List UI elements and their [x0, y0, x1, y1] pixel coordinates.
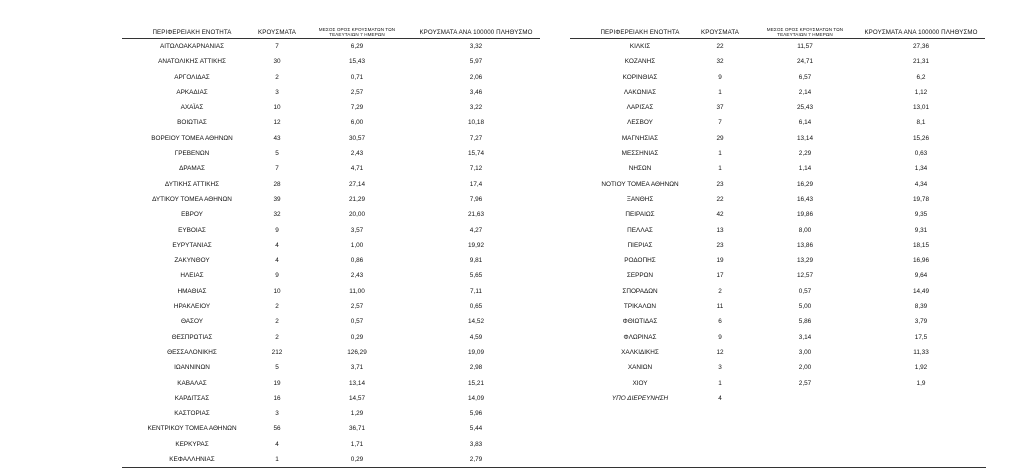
per100k-cell: 13,01: [913, 104, 929, 112]
per100k-cell: 5,96: [469, 410, 483, 418]
per100k-cell: 9,31: [914, 226, 928, 234]
region-cell: ΧΑΛΚΙΔΙΚΗΣ: [621, 348, 659, 356]
cases-cell: 6: [718, 318, 722, 326]
region-cell: ΝΗΣΩΝ: [628, 165, 652, 173]
cases-cell: 2: [275, 318, 279, 326]
avg7-cell: 21,29: [349, 195, 365, 203]
left-table-header: [122, 22, 540, 39]
table-row: [122, 85, 540, 100]
cases-cell: 4: [718, 394, 722, 402]
cases-cell: 30: [273, 58, 281, 66]
per100k-cell: 3,32: [469, 43, 483, 50]
avg7-cell: 1,00: [350, 241, 364, 249]
avg7-cell: 15,43: [349, 58, 365, 66]
header-avg7: [307, 27, 407, 37]
avg7-cell: 8,00: [798, 226, 812, 234]
region-cell: ΜΕΣΣΗΝΙΑΣ: [621, 150, 659, 158]
region-cell: ΑΙΤΩΛΟΑΚΑΡΝΑΝΙΑΣ: [159, 43, 225, 50]
per100k-cell: 11,33: [913, 348, 929, 356]
region-cell: ΦΛΩΡΙΝΑΣ: [623, 333, 657, 341]
avg7-cell: 6,57: [798, 73, 812, 81]
table-row: [122, 192, 540, 207]
cases-cell: 9: [275, 272, 279, 280]
per100k-cell: 2,98: [469, 364, 483, 372]
per100k-cell: 9,81: [469, 257, 483, 265]
cases-cell: 7: [275, 165, 279, 173]
table-row: [570, 177, 985, 192]
avg7-cell: 2,57: [350, 303, 364, 311]
region-cell: ΣΕΡΡΩΝ: [626, 272, 654, 280]
region-cell: ΖΑΚΥΝΘΟΥ: [174, 257, 210, 265]
cases-cell: 7: [718, 119, 722, 127]
region-cell: ΔΥΤΙΚΗΣ ΑΤΤΙΚΗΣ: [164, 180, 220, 188]
per100k-cell: 10,18: [468, 119, 484, 127]
avg7-cell: 13,14: [349, 379, 365, 387]
table-row: [122, 284, 540, 299]
table-row: [122, 146, 540, 161]
avg7-cell: 16,29: [797, 180, 813, 188]
table-row: [122, 100, 540, 115]
header-per100k: ΚΡΟΥΣΜΑΤΑ ΑΝΑ 100000 ΠΛΗΘΥΣΜΟ: [419, 29, 533, 37]
table-row: [570, 299, 985, 314]
region-cell: ΘΑΣΟΥ: [180, 318, 204, 326]
per100k-cell: 27,36: [913, 43, 929, 50]
table-row: [570, 253, 985, 268]
per100k-cell: 7,11: [470, 287, 482, 295]
table-row: [570, 238, 985, 253]
per100k-cell: 9,35: [914, 211, 928, 219]
table-row: [570, 376, 985, 391]
avg7-cell: 3,14: [798, 333, 812, 341]
avg7-cell: 1,29: [350, 410, 364, 418]
table-row: [122, 70, 540, 85]
header-region: ΠΕΡΙΦΕΡΕΙΑΚΗ ΕΝΟΤΗΤΑ: [600, 29, 680, 37]
region-cell: ΑΧΑΪΑΣ: [180, 104, 204, 112]
cases-cell: 39: [273, 195, 281, 203]
region-cell: ΤΡΙΚΑΛΩΝ: [623, 303, 657, 311]
avg7-cell: 0,71: [350, 73, 364, 81]
region-cell: ΜΑΓΝΗΣΙΑΣ: [621, 134, 659, 142]
table-row: [570, 268, 985, 283]
per100k-cell: 1,9: [916, 379, 926, 387]
avg7-cell: 19,86: [797, 211, 813, 219]
cases-cell: 5: [275, 364, 279, 372]
avg7-cell: 36,71: [349, 425, 365, 433]
cases-cell: 4: [275, 241, 279, 249]
region-cell: ΚΟΡΙΝΘΙΑΣ: [622, 73, 658, 81]
region-cell: ΚΙΛΚΙΣ: [629, 43, 651, 50]
region-cell: ΚΑΒΑΛΑΣ: [177, 379, 207, 387]
avg7-cell: 2,14: [798, 88, 812, 96]
region-cell: ΒΟΙΩΤΙΑΣ: [177, 119, 207, 127]
table-row: [122, 421, 540, 436]
table-row: [122, 345, 540, 360]
avg7-cell: 2,43: [350, 272, 364, 280]
avg7-cell: 13,29: [797, 257, 813, 265]
region-cell: ΑΝΑΤΟΛΙΚΗΣ ΑΤΤΙΚΗΣ: [158, 58, 226, 66]
region-cell: ΠΕΛΛΑΣ: [627, 226, 653, 234]
region-cell: ΧΑΝΙΩΝ: [627, 364, 653, 372]
cases-cell: 10: [273, 287, 281, 295]
cases-cell: 23: [716, 180, 724, 188]
region-cell: ΚΑΣΤΟΡΙΑΣ: [174, 410, 210, 418]
table-row: [122, 177, 540, 192]
avg7-cell: 7,29: [350, 104, 364, 112]
per100k-cell: 4,34: [914, 180, 928, 188]
avg7-cell: 2,43: [350, 150, 364, 158]
per100k-cell: 7,12: [469, 165, 483, 173]
per100k-cell: 14,49: [913, 287, 929, 295]
table-row: [122, 253, 540, 268]
table-row: [122, 299, 540, 314]
cases-cell: 13: [716, 226, 724, 234]
region-cell: ΦΘΙΩΤΙΔΑΣ: [622, 318, 658, 326]
per100k-cell: 19,09: [468, 348, 484, 356]
per100k-cell: 18,15: [913, 241, 929, 249]
cases-cell: 23: [716, 241, 724, 249]
cases-cell: 17: [716, 272, 724, 280]
per100k-cell: 5,44: [469, 425, 483, 433]
table-row: [122, 268, 540, 283]
avg7-cell: 0,57: [798, 287, 812, 295]
avg7-cell: 2,57: [798, 379, 812, 387]
cases-cell: 3: [718, 364, 722, 372]
region-cell: ΠΙΕΡΙΑΣ: [627, 241, 653, 249]
region-cell: ΗΡΑΚΛΕΙΟΥ: [173, 303, 211, 311]
region-cell: ΑΡΓΟΛΙΔΑΣ: [174, 73, 210, 81]
region-cell: ΔΡΑΜΑΣ: [179, 165, 205, 173]
cases-cell: 42: [716, 211, 724, 219]
table-row: [122, 54, 540, 69]
table-row: [570, 360, 985, 375]
region-cell: ΚΕΝΤΡΙΚΟΥ ΤΟΜΕΑ ΑΘΗΝΩΝ: [147, 425, 237, 433]
region-cell: ΣΠΟΡΑΔΩΝ: [622, 287, 658, 295]
table-row: [122, 115, 540, 130]
region-cell: ΚΟΖΑΝΗΣ: [624, 58, 656, 66]
cases-cell: 3: [275, 410, 279, 418]
avg7-cell: 5,86: [798, 318, 812, 326]
table-row: [122, 238, 540, 253]
cases-cell: 10: [273, 104, 281, 112]
table-row: [122, 376, 540, 391]
table-row: [570, 85, 985, 100]
per100k-cell: 9,64: [914, 272, 928, 280]
per100k-cell: 3,46: [469, 88, 483, 96]
avg7-cell: 1,71: [350, 440, 364, 448]
cases-cell: 12: [273, 119, 281, 127]
per100k-cell: 17,5: [914, 333, 928, 341]
avg7-cell: 0,29: [350, 333, 364, 341]
per100k-cell: 21,63: [468, 211, 484, 219]
region-cell: ΛΑΡΙΣΑΣ: [626, 104, 654, 112]
cases-cell: 19: [273, 379, 281, 387]
cases-cell: 1: [275, 456, 279, 464]
avg7-cell: 2,57: [350, 88, 364, 96]
region-cell: ΗΜΑΘΙΑΣ: [177, 287, 207, 295]
region-cell: ΘΕΣΠΡΩΤΙΑΣ: [171, 333, 213, 341]
per100k-cell: 1,12: [914, 88, 928, 96]
cases-cell: 1: [718, 379, 722, 387]
table-row: [122, 360, 540, 375]
per100k-cell: 15,26: [913, 134, 929, 142]
region-cell: ΝΟΤΙΟΥ ΤΟΜΕΑ ΑΘΗΝΩΝ: [601, 180, 679, 188]
region-cell: ΔΥΤΙΚΟΥ ΤΟΜΕΑ ΑΘΗΝΩΝ: [152, 195, 232, 203]
region-cell: ΑΡΚΑΔΙΑΣ: [176, 88, 208, 96]
per100k-cell: 21,31: [913, 58, 929, 66]
per100k-cell: 7,27: [469, 134, 483, 142]
cases-cell: 9: [275, 226, 279, 234]
table-row: [570, 39, 985, 54]
cases-cell: 11: [716, 303, 724, 311]
avg7-cell: 4,71: [350, 165, 364, 173]
table-row: [570, 54, 985, 69]
per100k-cell: 1,34: [914, 165, 928, 173]
region-cell: ΛΑΚΩΝΙΑΣ: [623, 88, 657, 96]
header-region: ΠΕΡΙΦΕΡΕΙΑΚΗ ΕΝΟΤΗΤΑ: [152, 29, 232, 37]
header-cases: ΚΡΟΥΣΜΑΤΑ: [258, 29, 296, 37]
per100k-cell: 0,65: [469, 303, 483, 311]
per100k-cell: 19,92: [468, 241, 484, 249]
table-row: [122, 39, 540, 54]
per100k-cell: 0,63: [914, 150, 928, 158]
table-row: [122, 314, 540, 329]
region-cell: ΒΟΡΕΙΟΥ ΤΟΜΕΑ ΑΘΗΝΩΝ: [151, 134, 233, 142]
region-cell: ΧΙΟΥ: [632, 379, 648, 387]
table-row: [570, 100, 985, 115]
avg7-cell: 126,29: [347, 348, 367, 356]
table-row: [122, 207, 540, 222]
per100k-cell: 1,92: [914, 364, 928, 372]
cases-cell: 2: [275, 73, 279, 81]
per100k-cell: 3,22: [469, 104, 483, 112]
region-cell: ΓΡΕΒΕΝΩΝ: [174, 150, 210, 158]
cases-cell: 2: [275, 303, 279, 311]
avg7-cell: 2,00: [798, 364, 812, 372]
header-avg7-line1: ΜΕΣΟΣ ΟΡΟΣ ΚΡΟΥΣΜΑΤΩΝ ΤΩΝ: [318, 26, 396, 32]
cases-cell: 29: [716, 134, 724, 142]
cases-cell: 3: [275, 88, 279, 96]
avg7-cell: 0,86: [350, 257, 364, 265]
table-row: [122, 452, 540, 467]
cases-cell: 22: [716, 195, 724, 203]
avg7-cell: 11,00: [349, 287, 365, 295]
table-row: [570, 284, 985, 299]
cases-cell: 22: [716, 43, 724, 50]
region-cell: ΠΕΙΡΑΙΩΣ: [625, 211, 655, 219]
avg7-cell: 5,00: [798, 303, 812, 311]
header-avg7-line1: ΜΕΣΟΣ ΟΡΟΣ ΚΡΟΥΣΜΑΤΩΝ ΤΩΝ: [766, 26, 844, 32]
cases-cell: 1: [718, 165, 722, 173]
table-row: [122, 391, 540, 406]
table-row: [122, 437, 540, 452]
avg7-cell: 3,57: [350, 226, 364, 234]
left-table: [122, 22, 540, 467]
cases-cell: 43: [273, 134, 281, 142]
table-row: [570, 330, 985, 345]
avg7-cell: 6,14: [798, 119, 812, 127]
cases-cell: 1: [718, 88, 722, 96]
table-row: [570, 192, 985, 207]
cases-cell: 2: [718, 287, 722, 295]
table-row: [570, 161, 985, 176]
table-row: [570, 207, 985, 222]
table-row: [122, 161, 540, 176]
avg7-cell: 3,00: [798, 348, 812, 356]
cases-cell: 2: [275, 333, 279, 341]
table-row: [570, 223, 985, 238]
per100k-cell: 4,59: [469, 333, 483, 341]
per100k-cell: 8,1: [916, 119, 926, 127]
table-row: [570, 131, 985, 146]
avg7-cell: 0,57: [350, 318, 364, 326]
per100k-cell: 14,52: [468, 318, 484, 326]
cases-cell: 32: [273, 211, 281, 219]
header-avg7-line2: ΤΕΛΕΥΤΑΙΩΝ 7 ΗΜΕΡΩΝ: [329, 31, 385, 37]
per100k-cell: 16,96: [913, 257, 929, 265]
bottom-divider: [122, 467, 986, 468]
region-cell: ΚΕΡΚΥΡΑΣ: [175, 440, 209, 448]
header-avg7-line2: ΤΕΛΕΥΤΑΙΩΝ 7 ΗΜΕΡΩΝ: [777, 31, 833, 37]
region-cell: ΙΩΑΝΝΙΝΩΝ: [174, 364, 210, 372]
region-cell: ΞΑΝΘΗΣ: [626, 195, 654, 203]
per100k-cell: 2,79: [469, 456, 483, 464]
left-table-body: [122, 39, 540, 467]
cases-cell: 12: [716, 348, 724, 356]
cases-cell: 56: [273, 425, 281, 433]
per100k-cell: 15,74: [468, 150, 484, 158]
avg7-cell: 30,57: [349, 134, 365, 142]
table-row: [570, 345, 985, 360]
avg7-cell: 2,29: [798, 150, 812, 158]
table-row: [570, 70, 985, 85]
avg7-cell: 16,43: [797, 195, 813, 203]
per100k-cell: 3,79: [914, 318, 928, 326]
cases-cell: 5: [275, 150, 279, 158]
table-row: [570, 146, 985, 161]
avg7-cell: 14,57: [349, 394, 365, 402]
header-avg7: [755, 27, 855, 37]
cases-cell: 1: [718, 150, 722, 158]
cases-cell: 7: [275, 43, 279, 50]
table-row: [122, 406, 540, 421]
avg7-cell: 27,14: [349, 180, 365, 188]
region-cell: ΕΥΒΟΙΑΣ: [178, 226, 206, 234]
cases-cell: 4: [275, 257, 279, 265]
per100k-cell: 5,65: [469, 272, 483, 280]
avg7-cell: 1,14: [798, 165, 812, 173]
avg7-cell: 13,86: [797, 241, 813, 249]
right-table-header: [570, 22, 985, 39]
per100k-cell: 15,21: [468, 379, 484, 387]
region-cell: ΚΑΡΔΙΤΣΑΣ: [174, 394, 210, 402]
avg7-cell: 20,00: [349, 211, 365, 219]
per100k-cell: 2,06: [469, 73, 483, 81]
cases-cell: 4: [275, 440, 279, 448]
cases-cell: 16: [273, 394, 281, 402]
cases-cell: 9: [718, 73, 722, 81]
per100k-cell: 19,78: [913, 195, 929, 203]
region-cell: ΛΕΣΒΟΥ: [627, 119, 653, 127]
avg7-cell: 3,71: [350, 364, 364, 372]
region-cell: ΗΛΕΙΑΣ: [180, 272, 204, 280]
cases-cell: 28: [273, 180, 281, 188]
avg7-cell: 11,57: [797, 43, 813, 50]
per100k-cell: 3,83: [469, 440, 483, 448]
region-cell: ΚΕΦΑΛΛΗΝΙΑΣ: [169, 456, 215, 464]
per100k-cell: 17,4: [469, 180, 483, 188]
cases-cell: 19: [716, 257, 724, 265]
per100k-cell: 4,27: [469, 226, 483, 234]
region-cell: ΡΟΔΟΠΗΣ: [624, 257, 656, 265]
cases-cell: 32: [716, 58, 724, 66]
right-table-body: [570, 39, 985, 406]
header-cases: ΚΡΟΥΣΜΑΤΑ: [701, 29, 739, 37]
table-row: [122, 330, 540, 345]
region-cell: ΘΕΣΣΑΛΟΝΙΚΗΣ: [167, 348, 217, 356]
region-cell: ΥΠΟ ΔΙΕΡΕΥΝΗΣΗ: [611, 394, 669, 402]
table-row: [570, 391, 985, 406]
table-row: [570, 314, 985, 329]
cases-cell: 9: [718, 333, 722, 341]
avg7-cell: 24,71: [797, 58, 813, 66]
avg7-cell: 0,29: [350, 456, 364, 464]
avg7-cell: 6,29: [350, 43, 364, 50]
region-cell: ΕΥΡΥΤΑΝΙΑΣ: [172, 241, 212, 249]
per100k-cell: 6,2: [916, 73, 926, 81]
table-row: [122, 131, 540, 146]
table-row: [570, 115, 985, 130]
table-row: [122, 223, 540, 238]
right-table: [570, 22, 985, 406]
per100k-cell: 7,96: [469, 195, 483, 203]
avg7-cell: 6,00: [350, 119, 364, 127]
avg7-cell: 13,14: [797, 134, 813, 142]
cases-cell: 212: [271, 348, 283, 356]
avg7-cell: 12,57: [797, 272, 813, 280]
header-per100k: ΚΡΟΥΣΜΑΤΑ ΑΝΑ 100000 ΠΛΗΘΥΣΜΟ: [864, 29, 978, 37]
avg7-cell: 25,43: [797, 104, 813, 112]
per100k-cell: 8,39: [914, 303, 928, 311]
per100k-cell: 5,97: [469, 58, 483, 66]
region-cell: ΕΒΡΟΥ: [181, 211, 203, 219]
per100k-cell: 14,09: [468, 394, 484, 402]
cases-cell: 37: [716, 104, 724, 112]
